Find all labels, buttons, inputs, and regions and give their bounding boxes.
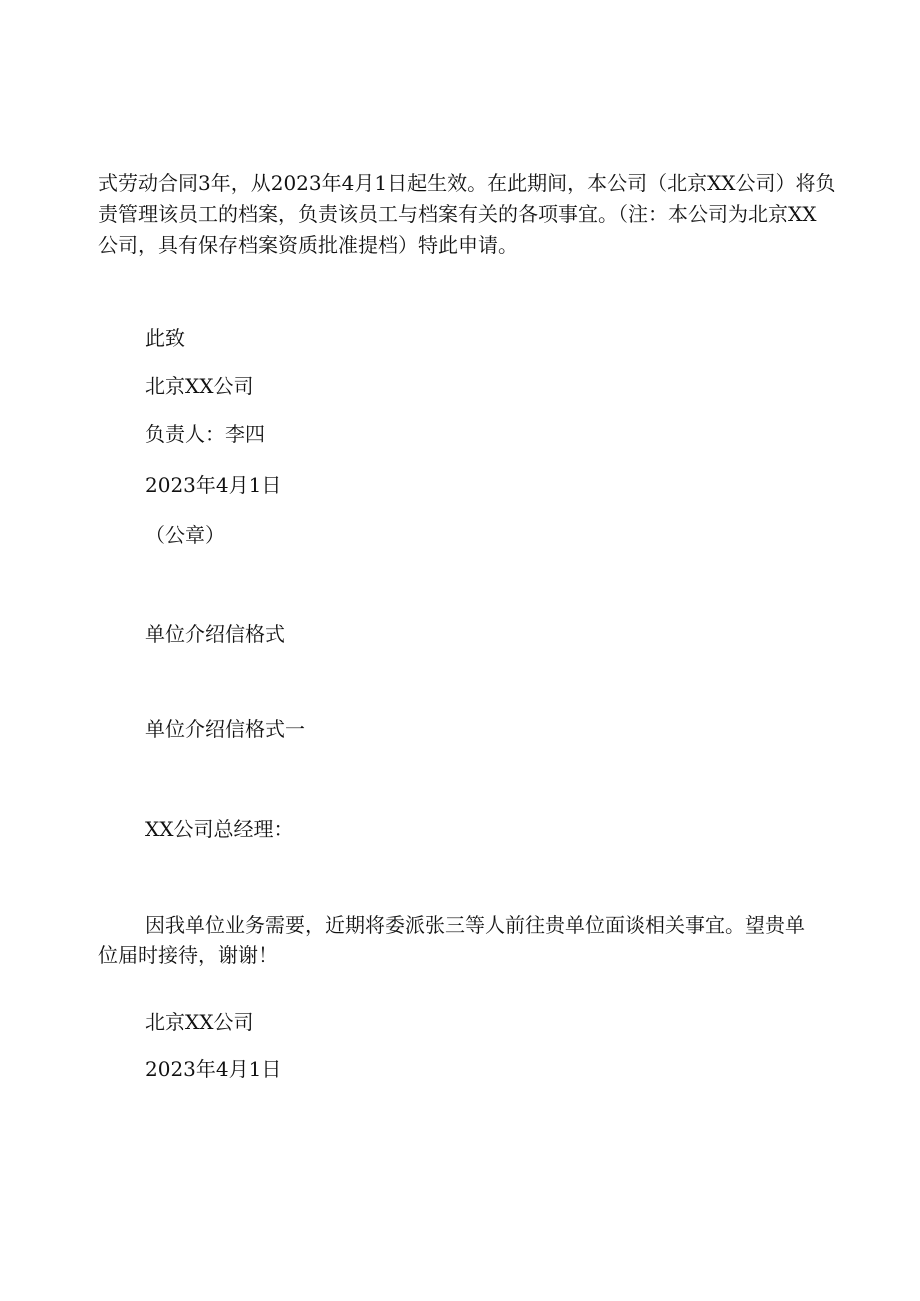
- letter1-body-line-3: 公司，具有保存档案资质批准提档）特此申请。: [98, 233, 518, 257]
- subsection-heading: 单位介绍信格式一: [145, 717, 305, 741]
- section-heading: 单位介绍信格式: [145, 622, 285, 646]
- letter2-body-line-2: 位届时接待，谢谢！: [98, 943, 278, 967]
- letter2-body-line-1: 因我单位业务需要，近期将委派张三等人前往贵单位面谈相关事宜。望贵单: [145, 913, 805, 937]
- letter2-date: 2023年4月1日: [145, 1057, 282, 1081]
- salutation: 此致: [145, 326, 185, 350]
- letter1-date: 2023年4月1日: [145, 473, 282, 497]
- company-seal: （公章）: [145, 523, 225, 547]
- letter2-company: 北京XX公司: [145, 1010, 254, 1034]
- person-in-charge: 负责人：李四: [145, 422, 265, 446]
- letter1-body-line-1: 式劳动合同3年，从2023年4月1日起生效。在此期间，本公司（北京XX公司）将负: [98, 171, 836, 195]
- letter2-addressee: XX公司总经理：: [145, 817, 294, 841]
- letter1-company: 北京XX公司: [145, 374, 254, 398]
- letter1-body-line-2: 责管理该员工的档案，负责该员工与档案有关的各项事宜。（注：本公司为北京XX: [98, 202, 817, 226]
